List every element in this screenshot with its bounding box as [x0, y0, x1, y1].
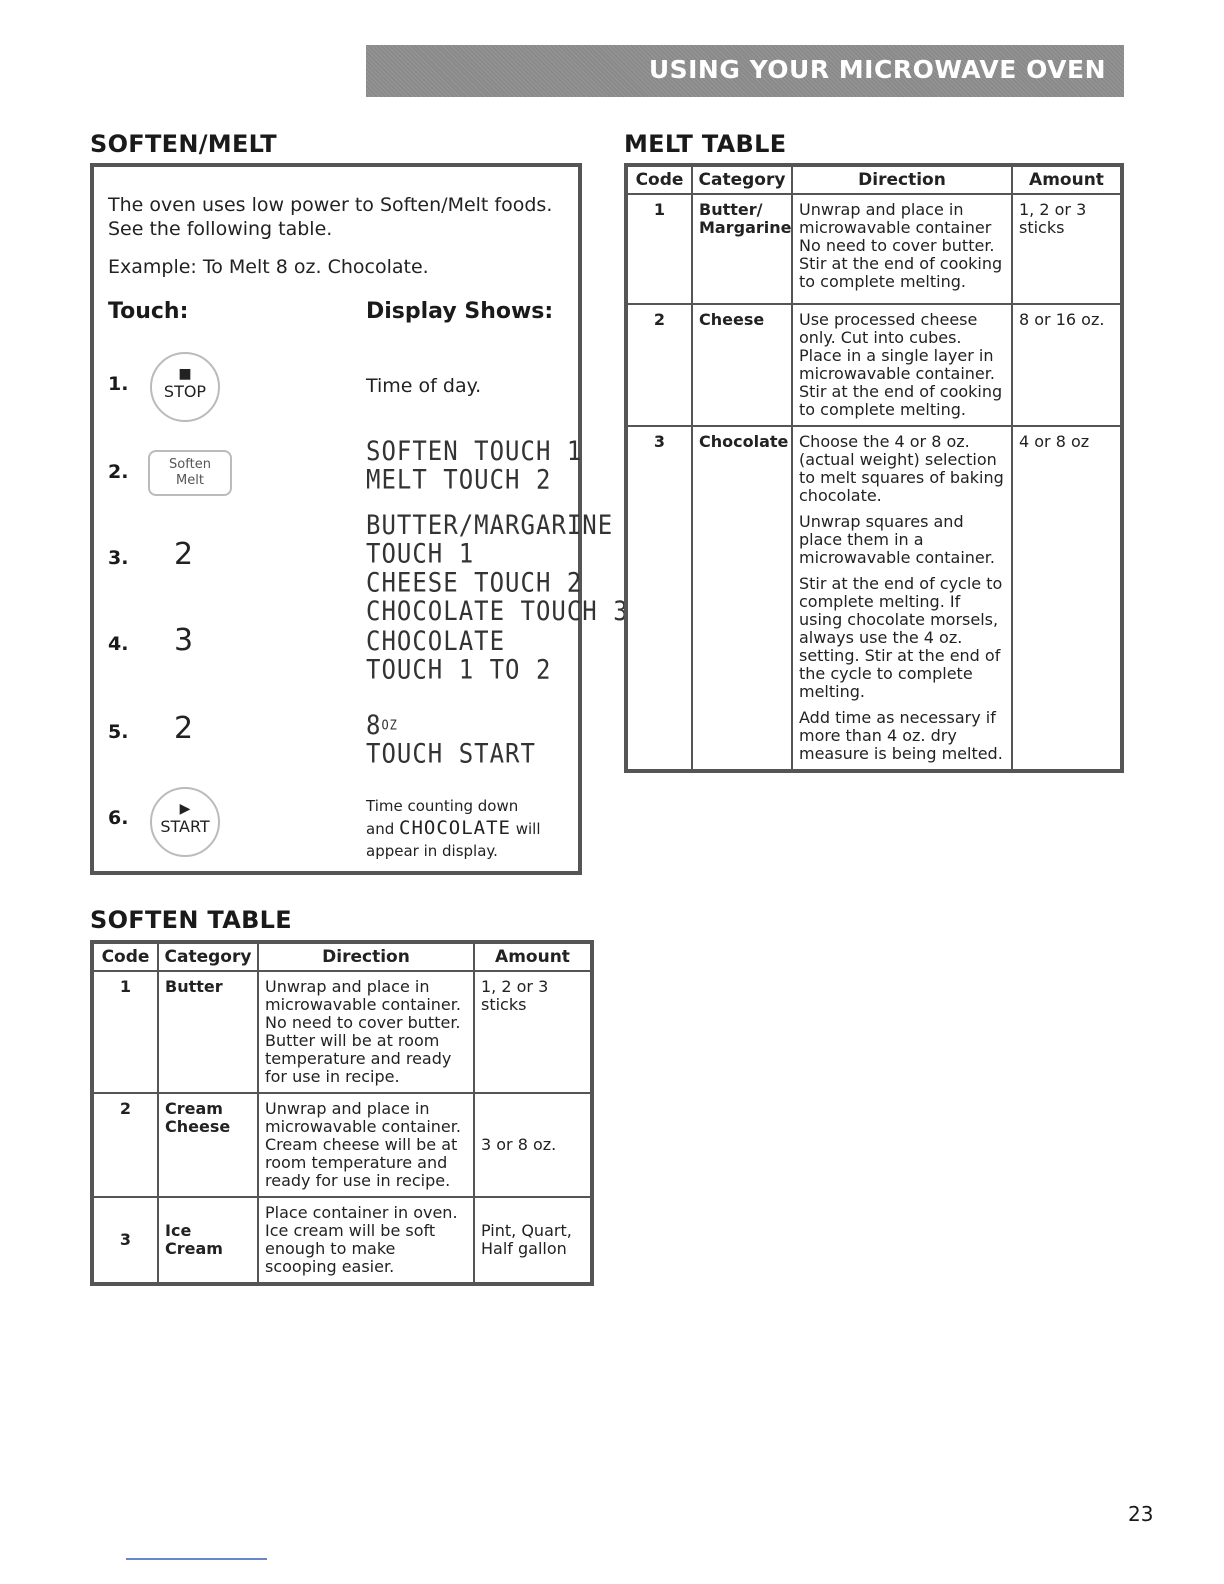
stop-button[interactable] — [150, 352, 220, 422]
header-category: Category — [158, 942, 258, 971]
number-key-3[interactable]: 3 — [174, 623, 194, 658]
table-row — [92, 971, 592, 1093]
row-code: 3 — [626, 426, 692, 771]
lcd-line: MELT TOUCH 2 — [366, 464, 552, 496]
step-number: 4. — [108, 633, 129, 655]
table-row — [92, 1093, 592, 1197]
row-amount: 1, 2 or 3 sticks — [1012, 194, 1122, 304]
step6-display — [366, 795, 566, 862]
soften-label: Soften — [169, 457, 211, 472]
lcd-line: SOFTEN TOUCH 1 — [366, 435, 583, 467]
step-number: 5. — [108, 721, 129, 743]
row-amount: 8 or 16 oz. — [1012, 304, 1122, 426]
step1-display: Time of day. — [366, 375, 482, 397]
instruction-box — [90, 163, 629, 875]
soften-table-title: SOFTEN TABLE — [90, 906, 292, 934]
step-number: 3. — [108, 547, 129, 569]
row-code: 3 — [92, 1197, 158, 1284]
row-amount: 4 or 8 oz — [1012, 426, 1122, 771]
direction-paragraph: Add time as necessary if more than 4 oz. dry measure is being melted. — [799, 708, 1003, 763]
table-header-row — [626, 165, 1122, 194]
number-key-2[interactable]: 2 — [174, 537, 194, 572]
header-amount: Amount — [474, 942, 592, 971]
table-header-row — [92, 942, 592, 971]
start-button-label: START — [160, 817, 210, 836]
row-category: Ice Cream — [158, 1197, 258, 1284]
direction-paragraph: Unwrap squares and place them in a microwavable container. — [799, 512, 995, 567]
soften-melt-button[interactable] — [148, 450, 232, 496]
row-category: Chocolate — [692, 426, 792, 771]
lcd-line: CHEESE TOUCH 2 — [366, 567, 583, 598]
lcd-weight: 8 — [366, 709, 382, 741]
step4-display — [366, 627, 551, 684]
stop-button-label: STOP — [163, 382, 207, 401]
header-amount: Amount — [1012, 165, 1122, 194]
soften-melt-title: SOFTEN/MELT — [90, 130, 277, 158]
melt-table-title: MELT TABLE — [624, 130, 787, 158]
banner-title: USING YOUR MICROWAVE OVEN — [648, 55, 1106, 84]
display-note: Time counting down — [366, 797, 519, 815]
row-category: Cheese — [692, 304, 792, 426]
play-icon: ▶ — [179, 801, 191, 817]
lcd-line: BUTTER/MARGARINE — [366, 509, 614, 541]
header-category: Category — [692, 165, 792, 194]
row-direction: Unwrap and place in microwavable container No need to cover butter. Stir at the end of cooking to complete melting. — [792, 194, 1012, 304]
lcd-line: CHOCOLATE TOUCH 3 — [366, 595, 629, 627]
step5-display — [366, 711, 536, 768]
row-direction: Place container in oven. Ice cream will be soft enough to make scooping easier. — [258, 1197, 474, 1284]
table-row — [626, 304, 1122, 426]
direction-paragraph: Choose the 4 or 8 oz. (actual weight) selection to melt squares of baking chocolate. — [799, 432, 1004, 505]
row-code: 2 — [92, 1093, 158, 1197]
table-row — [92, 1197, 592, 1284]
step2-display — [366, 437, 582, 494]
example-text: Example: To Melt 8 oz. Chocolate. — [108, 256, 429, 278]
header-code: Code — [626, 165, 692, 194]
row-direction — [792, 426, 1012, 771]
intro-text: The oven uses low power to Soften/Melt foods. See the following table. — [108, 194, 553, 240]
lcd-unit: OZ — [381, 717, 398, 733]
row-amount: 1, 2 or 3 sticks — [474, 971, 592, 1093]
lcd-line: CHOCOLATE — [366, 625, 506, 657]
melt-label: Melt — [176, 473, 204, 488]
row-direction: Unwrap and place in microwavable container. No need to cover butter. Butter will be at room temperature and ready for use in recipe. — [258, 971, 474, 1093]
row-category: Butter/ Margarine — [692, 194, 792, 304]
row-amount: 3 or 8 oz. — [474, 1093, 592, 1197]
direction-paragraph: Stir at the end of cycle to complete melting. If using chocolate morsels, always use the 4 oz. setting. Stir at the end of the cycle to complete melting. — [799, 574, 1003, 701]
melt-table — [624, 163, 1124, 773]
row-category: Cream Cheese — [158, 1093, 258, 1197]
touch-heading: Touch: — [108, 299, 189, 324]
lcd-line: TOUCH 1 — [366, 538, 475, 570]
step-number: 1. — [108, 373, 129, 395]
table-row — [626, 194, 1122, 304]
row-code: 1 — [92, 971, 158, 1093]
display-note: and — [366, 820, 395, 838]
lcd-line: TOUCH 1 TO 2 — [366, 654, 552, 686]
header-direction: Direction — [792, 165, 1012, 194]
display-note: appear in display. — [366, 842, 498, 860]
row-direction: Unwrap and place in microwavable container. Cream cheese will be at room temperature and ready for use in recipe. — [258, 1093, 474, 1197]
stop-icon: ■ — [178, 366, 192, 382]
header-banner — [366, 45, 1124, 97]
row-code: 2 — [626, 304, 692, 426]
page-number: 23 — [1128, 1502, 1154, 1526]
table-row — [626, 426, 1122, 771]
step-number: 2. — [108, 461, 129, 483]
row-direction: Use processed cheese only. Cut into cubes. Place in a single layer in microwavable container. Stir at the end of cooking to complete melting. — [792, 304, 1012, 426]
row-amount: Pint, Quart, Half gallon — [474, 1197, 592, 1284]
step-number: 6. — [108, 807, 129, 829]
soften-table — [90, 940, 594, 1286]
header-direction: Direction — [258, 942, 474, 971]
step3-display — [366, 511, 629, 625]
row-category: Butter — [158, 971, 258, 1093]
display-heading: Display Shows: — [366, 299, 554, 324]
row-code: 1 — [626, 194, 692, 304]
display-note: will — [515, 820, 541, 838]
number-key-2[interactable]: 2 — [174, 711, 194, 746]
lcd-chocolate: CHOCOLATE — [399, 817, 511, 839]
header-code: Code — [92, 942, 158, 971]
lcd-line: TOUCH START — [366, 738, 536, 770]
footer-rule — [126, 1558, 267, 1560]
start-button[interactable] — [150, 787, 220, 857]
